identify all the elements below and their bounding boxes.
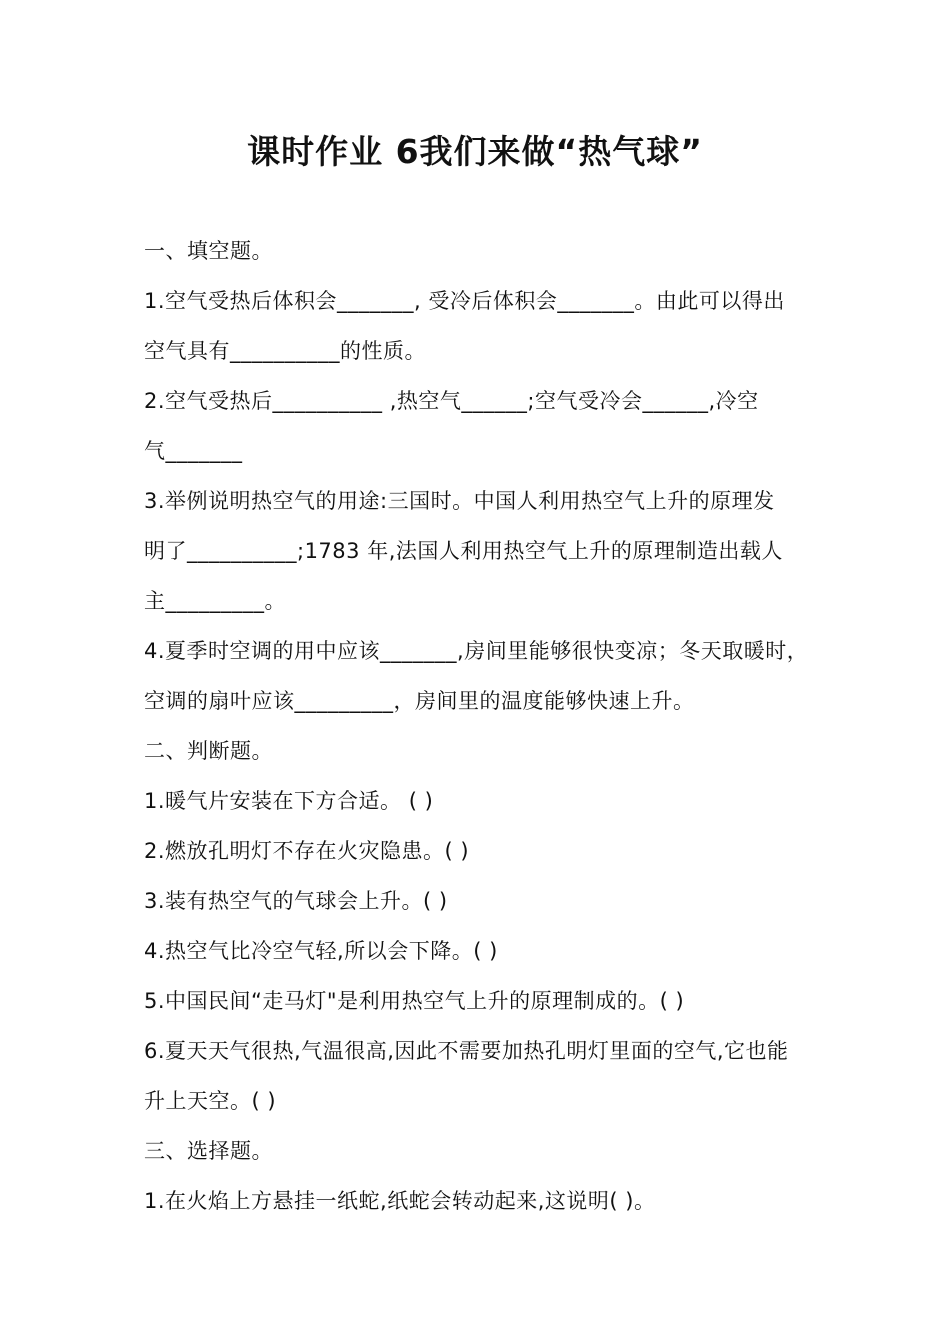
question-line: 空气具有__________的性质。 [144, 339, 426, 363]
question-line: 6.夏天天气很热,气温很高,因此不需要加热孔明灯里面的空气,它也能 [144, 1039, 789, 1063]
question-line: 3.装有热空气的气球会上升。( ) [144, 889, 448, 913]
worksheet-content [144, 226, 824, 1226]
section-heading-fill-blank: 一、填空题。 [144, 239, 273, 263]
question-line: 4.夏季时空调的用中应该_______,房间里能够很快变凉；冬天取暖时， [144, 639, 809, 663]
question-line: 2.空气受热后__________ ,热空气______;空气受冷会______,冷空 [144, 389, 759, 413]
question-line: 明了__________;1783 年,法国人利用热空气上升的原理制造出载人 [144, 539, 783, 563]
question-line: 主_________。 [144, 589, 286, 613]
section-heading-multiple-choice: 三、选择题。 [144, 1139, 273, 1163]
section-heading-true-false: 二、判断题。 [144, 739, 273, 763]
page-title: 课时作业 6我们来做“热气球” [247, 132, 703, 171]
question-line: 3.举例说明热空气的用途:三国时。中国人利用热空气上升的原理发 [144, 489, 775, 513]
question-line: 气_______ [144, 439, 243, 463]
question-line: 4.热空气比冷空气轻,所以会下降。( ) [144, 939, 498, 963]
question-line: 空调的扇叶应该_________，房间里的温度能够快速上升。 [144, 689, 695, 713]
question-line: 1.在火焰上方悬挂一纸蛇,纸蛇会转动起来,这说明( )。 [144, 1189, 656, 1213]
question-line: 升上天空。( ) [144, 1089, 277, 1113]
question-line: 5.中国民间“走马灯"是利用热空气上升的原理制成的。( ) [144, 989, 685, 1013]
question-line: 1.暖气片安装在下方合适。 ( ) [144, 789, 434, 813]
question-line: 1.空气受热后体积会_______, 受冷后体积会_______。由此可以得出 [144, 289, 785, 313]
question-line: 2.燃放孔明灯不存在火灾隐患。( ) [144, 839, 470, 863]
